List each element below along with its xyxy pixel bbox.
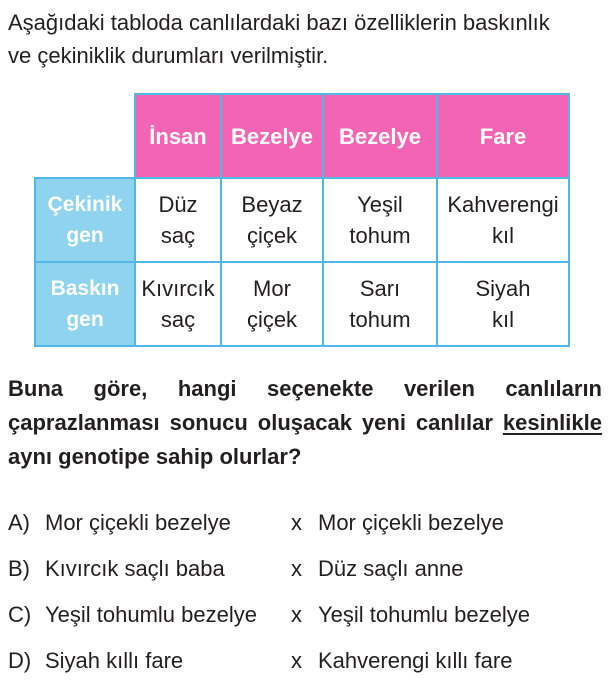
column-header: Fare bbox=[437, 94, 569, 178]
intro-line-1: Aşağıdaki tabloda canlılardaki bazı özelliklerin baskınlık bbox=[8, 10, 550, 35]
option-right-organism: Yeşil tohumlu bezelye bbox=[318, 602, 530, 627]
column-header: Bezelye bbox=[221, 94, 323, 178]
table-cell: Kahverengi kıl bbox=[437, 178, 569, 262]
question-part-2: aynı genotipe sahip olurlar? bbox=[8, 444, 302, 469]
option-left-organism: Siyah kıllı fare bbox=[45, 648, 184, 673]
table-row bbox=[35, 262, 569, 346]
table-cell: Mor çiçek bbox=[221, 262, 323, 346]
option-left-organism: Mor çiçekli bezelye bbox=[45, 510, 231, 535]
answer-options bbox=[8, 504, 604, 688]
intro-line-2: ve çekiniklik durumları verilmiştir. bbox=[8, 43, 329, 68]
option-letter: B) bbox=[8, 556, 30, 581]
option-b[interactable] bbox=[8, 550, 604, 596]
table-cell: Beyaz çiçek bbox=[221, 178, 323, 262]
option-right-organism: Düz saçlı anne bbox=[318, 556, 464, 581]
option-d[interactable] bbox=[8, 642, 604, 688]
option-left-organism: Yeşil tohumlu bezelye bbox=[45, 602, 257, 627]
option-letter: D) bbox=[8, 648, 32, 673]
row-header-recessive: Çekinik gen bbox=[35, 178, 135, 262]
table-corner bbox=[35, 94, 135, 178]
cross-sign: x bbox=[291, 648, 302, 673]
cross-sign: x bbox=[291, 510, 302, 535]
table-row bbox=[35, 178, 569, 262]
row-header-dominant: Baskın gen bbox=[35, 262, 135, 346]
intro-text bbox=[8, 6, 604, 72]
cross-sign: x bbox=[291, 602, 302, 627]
question-text bbox=[8, 372, 602, 474]
option-left-organism: Kıvırcık saçlı baba bbox=[45, 556, 225, 581]
option-right-organism: Mor çiçekli bezelye bbox=[318, 510, 504, 535]
table-cell: Sarı tohum bbox=[323, 262, 437, 346]
table-cell: Düz saç bbox=[135, 178, 221, 262]
table-cell: Kıvırcık saç bbox=[135, 262, 221, 346]
question-part-1: Buna göre, hangi seçenekte verilen canlıların çaprazlanması sonucu oluşacak yeni canlılar bbox=[8, 376, 602, 435]
option-letter: A) bbox=[8, 510, 30, 535]
table-cell: Yeşil tohum bbox=[323, 178, 437, 262]
column-header: İnsan bbox=[135, 94, 221, 178]
question-emphasis: kesinlikle bbox=[502, 410, 602, 435]
cross-sign: x bbox=[291, 556, 302, 581]
option-letter: C) bbox=[8, 602, 32, 627]
table-cell: Siyah kıl bbox=[437, 262, 569, 346]
table-header-row bbox=[35, 94, 569, 178]
traits-table bbox=[34, 93, 570, 347]
option-a[interactable] bbox=[8, 504, 604, 550]
option-c[interactable] bbox=[8, 596, 604, 642]
column-header: Bezelye bbox=[323, 94, 437, 178]
option-right-organism: Kahverengi kıllı fare bbox=[318, 648, 513, 673]
